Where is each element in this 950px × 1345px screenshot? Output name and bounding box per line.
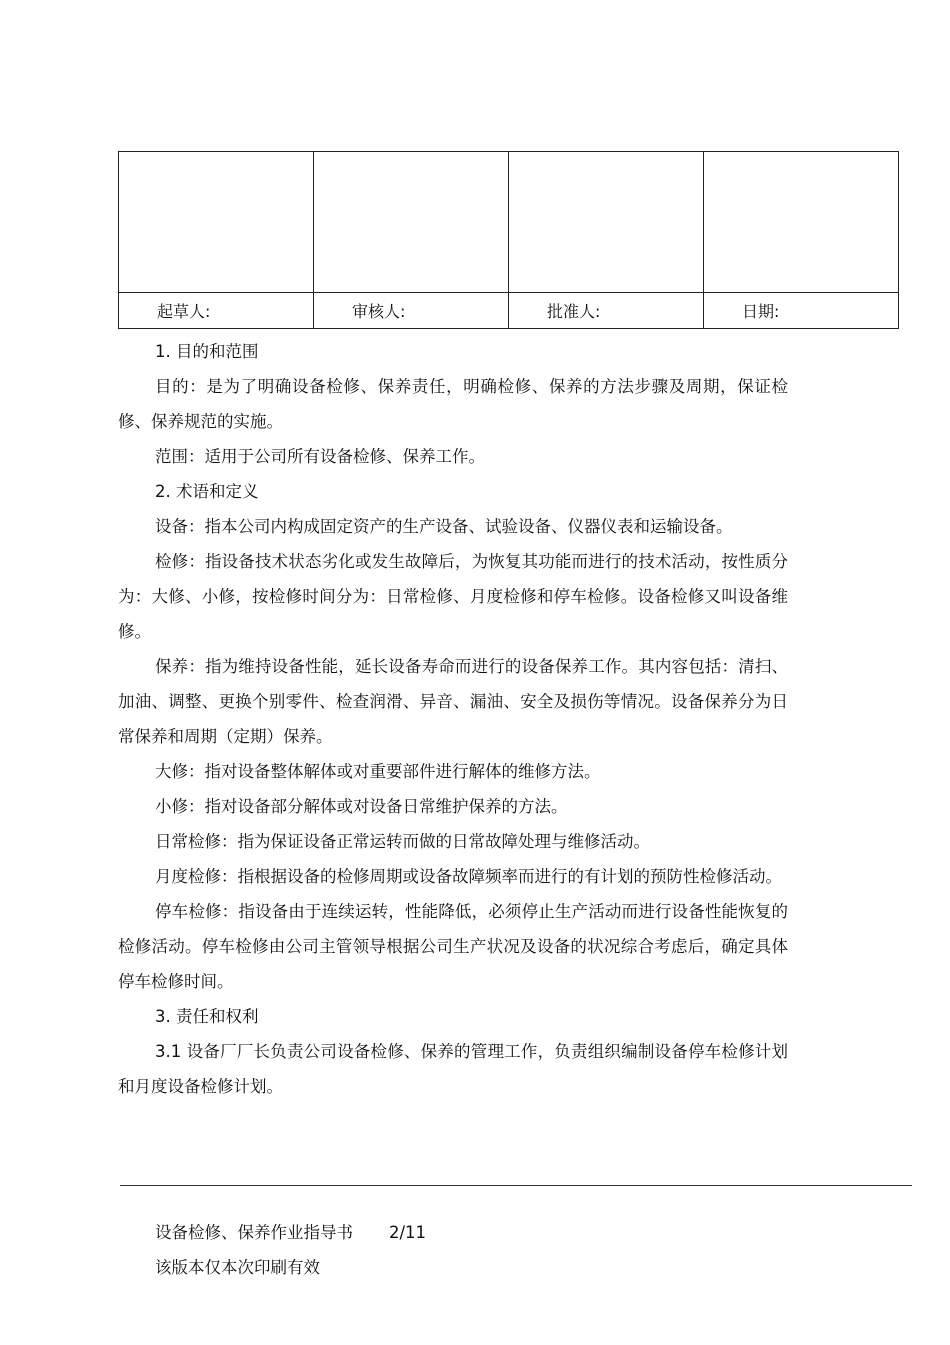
paragraph: 停车检修：指设备由于连续运转，性能降低，必须停止生产活动而进行设备性能恢复的检修活动。停车检修由公司主管领导根据公司生产状况及设备的状况综合考虑后，确定具体停车检修时间。 bbox=[118, 902, 788, 991]
paragraph: 检修：指设备技术状态劣化或发生故障后，为恢复其功能而进行的技术活动，按性质分为：大修、小修，按检修时间分为：日常检修、月度检修和停车检修。设备检修又叫设备维修。 bbox=[118, 552, 788, 641]
paragraph: 小修：指对设备部分解体或对设备日常维护保养的方法。 bbox=[155, 797, 568, 816]
paragraph: 3.1 设备厂厂长负责公司设备检修、保养的管理工作，负责组织编制设备停车检修计划和月度设备检修计划。 bbox=[118, 1042, 788, 1096]
signature-table bbox=[118, 151, 899, 329]
footer-divider bbox=[120, 1185, 912, 1186]
section-heading: 3. 责任和权利 bbox=[155, 1007, 259, 1026]
date-signature-cell bbox=[704, 152, 899, 293]
reviewer-label: 审核人: bbox=[352, 302, 406, 321]
drafter-label: 起草人: bbox=[157, 302, 211, 321]
footer-page-number: 2/11 bbox=[389, 1223, 427, 1242]
approver-label-cell bbox=[509, 293, 704, 329]
reviewer-label-cell bbox=[314, 293, 509, 329]
drafter-label-cell bbox=[119, 293, 314, 329]
paragraph: 目的：是为了明确设备检修、保养责任，明确检修、保养的方法步骤及周期，保证检修、保养规范的实施。 bbox=[118, 377, 788, 431]
section-heading: 1. 目的和范围 bbox=[155, 342, 259, 361]
drafter-signature-cell bbox=[119, 152, 314, 293]
date-label: 日期: bbox=[742, 302, 780, 321]
paragraph: 设备：指本公司内构成固定资产的生产设备、试验设备、仪器仪表和运输设备。 bbox=[155, 517, 733, 536]
approver-label: 批准人: bbox=[547, 302, 601, 321]
paragraph: 大修：指对设备整体解体或对重要部件进行解体的维修方法。 bbox=[155, 762, 601, 781]
paragraph: 保养：指为维持设备性能，延长设备寿命而进行的设备保养工作。其内容包括：清扫、加油、调整、更换个别零件、检查润滑、异音、漏油、安全及损伤等情况。设备保养分为日常保养和周期（定期）保养。 bbox=[118, 657, 788, 746]
paragraph: 范围：适用于公司所有设备检修、保养工作。 bbox=[155, 447, 485, 466]
document-body bbox=[118, 334, 788, 1104]
section-heading: 2. 术语和定义 bbox=[155, 482, 259, 501]
footer-title-line bbox=[155, 1219, 426, 1243]
reviewer-signature-cell bbox=[314, 152, 509, 293]
paragraph: 月度检修：指根据设备的检修周期或设备故障频率而进行的有计划的预防性检修活动。 bbox=[155, 867, 782, 886]
approver-signature-cell bbox=[509, 152, 704, 293]
date-label-cell bbox=[704, 293, 899, 329]
paragraph: 日常检修：指为保证设备正常运转而做的日常故障处理与维修活动。 bbox=[155, 832, 650, 851]
footer-print-note: 该版本仅本次印刷有效 bbox=[155, 1258, 320, 1277]
footer-doc-title: 设备检修、保养作业指导书 bbox=[155, 1223, 353, 1242]
